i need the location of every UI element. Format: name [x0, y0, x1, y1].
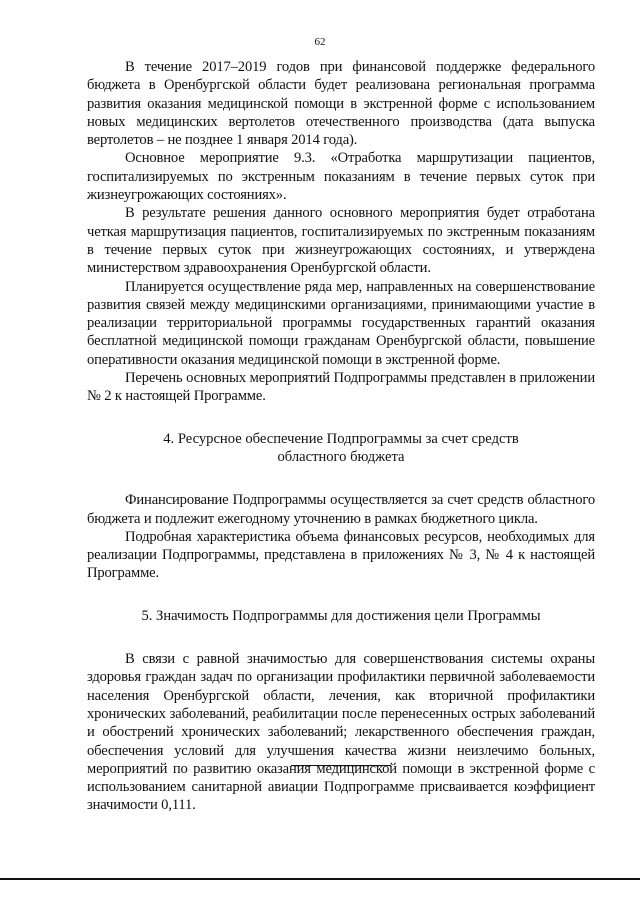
- paragraph-financial-resources: Подробная характеристика объема финансовых ресурсов, необходимых для реализации Подпрограммы, представлена в приложениях № 3, № 4 к настоящей Программе.: [87, 528, 595, 582]
- paragraph-financing: Финансирование Подпрограммы осуществляется за счет средств областного бюджета и подлежит ежегодному уточнению в рамках бюджетного цикла.: [87, 492, 595, 527]
- section-4-heading: [87, 430, 595, 467]
- page-bottom-border: [0, 878, 640, 880]
- end-rule: [291, 765, 391, 766]
- page-number: 62: [314, 36, 326, 48]
- paragraph-federal-support: В течение 2017–2019 годов при финансовой поддержке федерального бюджета в Оренбургской области будет реализована региональная программа развития оказания медицинской помощи в экстренной форме с использованием новых медицинских вертолетов отечественного производства (дата выпуска вертолетов – не позднее 1 января 2014 года).: [87, 59, 595, 149]
- paragraph-significance: В связи с равной значимостью для совершенствования системы охраны здоровья граждан задач по организации профилактики первичной заболеваемости населения Оренбургской области, лечения, как вторичной профилактики хронических заболеваний, реабилитации после перенесенных острых заболеваний и обострений хронических заболеваний; лекарственного обеспечения граждан, обеспечения условий для улучшения качества жизни неизлечимо больных, мероприятий по развитию оказания медицинской помощи в экстренной форме с использованием санитарной авиации Подпрограмме присваивается коэффициент значимости 0,111.: [87, 651, 595, 814]
- paragraph-planned-measures: Планируется осуществление ряда мер, направленных на совершенствование развития связей между медицинскими организациями, принимающими участие в реализации территориальной программы государственных гарантий оказания бесплатной медицинской помощи гражданам Оренбургской области, повышение оперативности оказания медицинской помощи в экстренной форме.: [87, 278, 595, 368]
- document-body: [87, 58, 595, 815]
- paragraph-main-activity-9-3: Основное мероприятие 9.3. «Отработка маршрутизации пациентов, госпитализируемых по экстренным показаниям в течение первых суток при жизнеугрожающих состояниях».: [87, 150, 595, 204]
- paragraph-routing-result: В результате решения данного основного мероприятия будет отработана четкая маршрутизация пациентов, госпитализируемых по экстренным показаниям в течение первых суток при жизнеугрожающих состояниях, и утверждена министерством здравоохранения Оренбургской области.: [87, 205, 595, 277]
- section-4-heading-line1: 4. Ресурсное обеспечение Подпрограммы за счет средств: [163, 430, 519, 447]
- paragraph-activities-list: Перечень основных мероприятий Подпрограммы представлен в приложении № 2 к настоящей Программе.: [87, 370, 595, 405]
- section-5-heading: 5. Значимость Подпрограммы для достижения цели Программы: [141, 607, 541, 624]
- section-4-heading-line2: областного бюджета: [277, 448, 405, 465]
